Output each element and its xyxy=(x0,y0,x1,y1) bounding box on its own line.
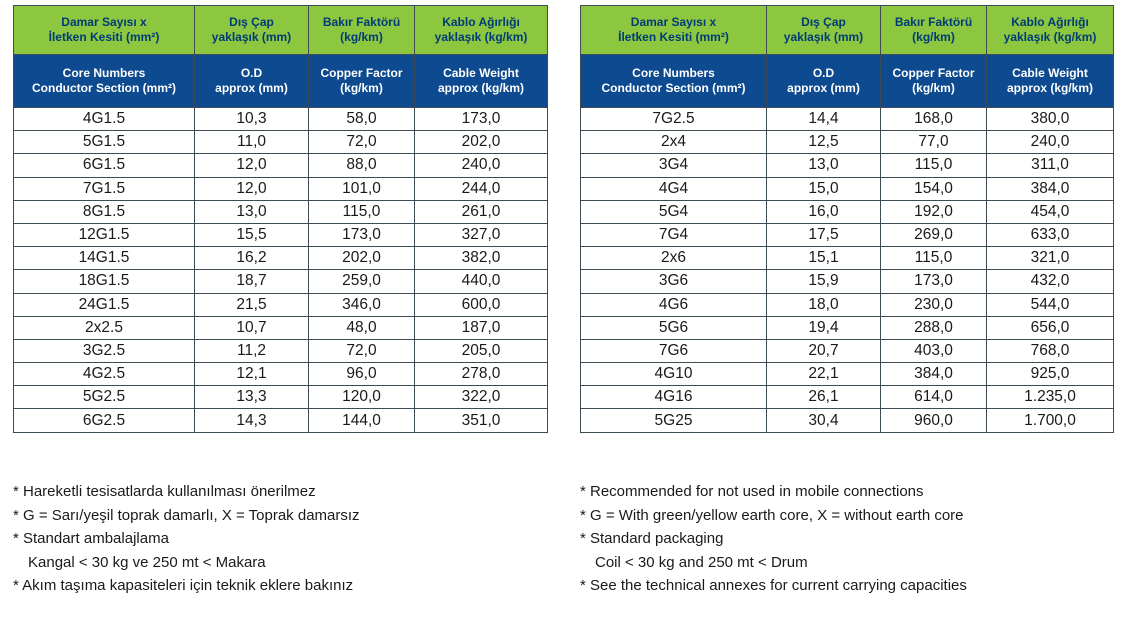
header-row-turkish xyxy=(581,6,1114,55)
table-row xyxy=(14,386,548,409)
cell-copper-factor: 48,0 xyxy=(309,316,415,339)
cell-od: 12,5 xyxy=(767,131,881,154)
cell-copper-factor: 346,0 xyxy=(309,293,415,316)
table-body-right xyxy=(581,108,1114,433)
cell-od: 22,1 xyxy=(767,363,881,386)
table-row xyxy=(14,108,548,131)
header-core-section-en: Core Numbers Conductor Section (mm²) xyxy=(581,55,767,108)
table-row xyxy=(581,177,1114,200)
cell-copper-factor: 192,0 xyxy=(881,200,987,223)
table-body-left xyxy=(14,108,548,433)
cell-cable-weight: 244,0 xyxy=(415,177,548,200)
header-od-en: O.D approx (mm) xyxy=(195,55,309,108)
cell-cable-weight: 311,0 xyxy=(987,154,1114,177)
notes-english xyxy=(580,480,1120,598)
table-row xyxy=(581,386,1114,409)
cell-copper-factor: 120,0 xyxy=(309,386,415,409)
cell-core-section: 2x4 xyxy=(581,131,767,154)
cell-core-section: 7G2.5 xyxy=(581,108,767,131)
cell-cable-weight: 202,0 xyxy=(415,131,548,154)
cell-copper-factor: 144,0 xyxy=(309,409,415,432)
cell-od: 20,7 xyxy=(767,339,881,362)
cell-core-section: 6G2.5 xyxy=(14,409,195,432)
table-row xyxy=(581,363,1114,386)
cell-od: 30,4 xyxy=(767,409,881,432)
cell-copper-factor: 154,0 xyxy=(881,177,987,200)
cell-core-section: 4G2.5 xyxy=(14,363,195,386)
cell-core-section: 4G4 xyxy=(581,177,767,200)
cell-cable-weight: 351,0 xyxy=(415,409,548,432)
cell-copper-factor: 115,0 xyxy=(309,200,415,223)
cell-od: 12,1 xyxy=(195,363,309,386)
header-copper-factor-tr: Bakır Faktörü (kg/km) xyxy=(881,6,987,55)
cell-od: 11,2 xyxy=(195,339,309,362)
cell-od: 14,3 xyxy=(195,409,309,432)
cell-core-section: 5G6 xyxy=(581,316,767,339)
table-row xyxy=(581,200,1114,223)
cell-od: 13,0 xyxy=(195,200,309,223)
note-item: * Standart ambalajlama xyxy=(13,530,169,548)
header-cable-weight-tr: Kablo Ağırlığı yaklaşık (kg/km) xyxy=(987,6,1114,55)
header-copper-factor-en: Copper Factor (kg/km) xyxy=(881,55,987,108)
table-row xyxy=(581,293,1114,316)
cable-spec-table-left xyxy=(13,5,548,433)
note-item: * Hareketli tesisatlarda kullanılması önerilmez xyxy=(13,483,316,500)
cell-core-section: 8G1.5 xyxy=(14,200,195,223)
cell-copper-factor: 168,0 xyxy=(881,108,987,131)
cell-copper-factor: 960,0 xyxy=(881,409,987,432)
table-row xyxy=(581,154,1114,177)
cell-core-section: 7G4 xyxy=(581,223,767,246)
cell-cable-weight: 1.235,0 xyxy=(987,386,1114,409)
cell-od: 10,7 xyxy=(195,316,309,339)
table-row xyxy=(14,154,548,177)
cell-od: 14,4 xyxy=(767,108,881,131)
cell-od: 15,0 xyxy=(767,177,881,200)
cell-core-section: 18G1.5 xyxy=(14,270,195,293)
cell-copper-factor: 115,0 xyxy=(881,247,987,270)
cell-od: 18,0 xyxy=(767,293,881,316)
cell-od: 26,1 xyxy=(767,386,881,409)
cell-od: 15,1 xyxy=(767,247,881,270)
table-row xyxy=(14,223,548,246)
cell-cable-weight: 187,0 xyxy=(415,316,548,339)
note-item: * G = Sarı/yeşil toprak damarlı, X = Toprak damarsız xyxy=(13,506,360,524)
cell-cable-weight: 321,0 xyxy=(987,247,1114,270)
note-item: * G = With green/yellow earth core, X = without earth core xyxy=(580,506,964,524)
cell-od: 12,0 xyxy=(195,177,309,200)
header-od-tr: Dış Çap yaklaşık (mm) xyxy=(767,6,881,55)
cell-od: 11,0 xyxy=(195,131,309,154)
cell-core-section: 24G1.5 xyxy=(14,293,195,316)
cell-od: 16,0 xyxy=(767,200,881,223)
table-row xyxy=(14,363,548,386)
cell-cable-weight: 440,0 xyxy=(415,270,548,293)
cell-copper-factor: 58,0 xyxy=(309,108,415,131)
cell-cable-weight: 261,0 xyxy=(415,200,548,223)
cell-core-section: 3G4 xyxy=(581,154,767,177)
header-core-section-en: Core Numbers Conductor Section (mm²) xyxy=(14,55,195,108)
cell-cable-weight: 380,0 xyxy=(987,108,1114,131)
table-row xyxy=(14,339,548,362)
cell-copper-factor: 115,0 xyxy=(881,154,987,177)
cell-copper-factor: 614,0 xyxy=(881,386,987,409)
cell-cable-weight: 240,0 xyxy=(987,131,1114,154)
cell-core-section: 14G1.5 xyxy=(14,247,195,270)
table-row xyxy=(581,339,1114,362)
cell-od: 15,9 xyxy=(767,270,881,293)
cell-cable-weight: 544,0 xyxy=(987,293,1114,316)
cell-core-section: 5G4 xyxy=(581,200,767,223)
cell-copper-factor: 173,0 xyxy=(309,223,415,246)
cell-od: 15,5 xyxy=(195,223,309,246)
note-item: Coil < 30 kg and 250 mt < Drum xyxy=(595,553,808,571)
cell-core-section: 4G16 xyxy=(581,386,767,409)
cell-copper-factor: 173,0 xyxy=(881,270,987,293)
cell-od: 18,7 xyxy=(195,270,309,293)
cell-core-section: 2x2.5 xyxy=(14,316,195,339)
cell-cable-weight: 327,0 xyxy=(415,223,548,246)
header-od-tr: Dış Çap yaklaşık (mm) xyxy=(195,6,309,55)
header-core-section-tr: Damar Sayısı x İletken Kesiti (mm²) xyxy=(581,6,767,55)
cell-cable-weight: 432,0 xyxy=(987,270,1114,293)
table-row xyxy=(14,247,548,270)
header-od-en: O.D approx (mm) xyxy=(767,55,881,108)
cell-od: 10,3 xyxy=(195,108,309,131)
cell-core-section: 5G1.5 xyxy=(14,131,195,154)
cell-cable-weight: 173,0 xyxy=(415,108,548,131)
cell-core-section: 3G6 xyxy=(581,270,767,293)
table-row xyxy=(581,316,1114,339)
cell-copper-factor: 269,0 xyxy=(881,223,987,246)
note-item: * See the technical annexes for current carrying capacities xyxy=(580,577,967,595)
cell-core-section: 4G1.5 xyxy=(14,108,195,131)
cell-core-section: 12G1.5 xyxy=(14,223,195,246)
cell-cable-weight: 384,0 xyxy=(987,177,1114,200)
cable-spec-table-right xyxy=(580,5,1114,433)
cell-copper-factor: 96,0 xyxy=(309,363,415,386)
notes-turkish xyxy=(13,480,553,598)
cell-copper-factor: 384,0 xyxy=(881,363,987,386)
table-row xyxy=(581,409,1114,432)
cell-od: 17,5 xyxy=(767,223,881,246)
cell-core-section: 6G1.5 xyxy=(14,154,195,177)
header-row-turkish xyxy=(14,6,548,55)
cell-core-section: 2x6 xyxy=(581,247,767,270)
table-row xyxy=(14,293,548,316)
table-row xyxy=(14,177,548,200)
cell-cable-weight: 322,0 xyxy=(415,386,548,409)
header-cable-weight-tr: Kablo Ağırlığı yaklaşık (kg/km) xyxy=(415,6,548,55)
cell-core-section: 3G2.5 xyxy=(14,339,195,362)
note-item: * Standard packaging xyxy=(580,530,724,548)
header-row-english xyxy=(581,55,1114,108)
cell-cable-weight: 656,0 xyxy=(987,316,1114,339)
cell-od: 13,3 xyxy=(195,386,309,409)
cell-core-section: 7G6 xyxy=(581,339,767,362)
table-row xyxy=(14,316,548,339)
cell-copper-factor: 101,0 xyxy=(309,177,415,200)
table-row xyxy=(581,247,1114,270)
cell-core-section: 4G10 xyxy=(581,363,767,386)
cell-copper-factor: 259,0 xyxy=(309,270,415,293)
cell-cable-weight: 633,0 xyxy=(987,223,1114,246)
cell-core-section: 4G6 xyxy=(581,293,767,316)
cell-cable-weight: 600,0 xyxy=(415,293,548,316)
cell-core-section: 5G2.5 xyxy=(14,386,195,409)
note-item: * Akım taşıma kapasiteleri için teknik eklere bakınız xyxy=(13,577,354,595)
cell-od: 16,2 xyxy=(195,247,309,270)
cell-cable-weight: 454,0 xyxy=(987,200,1114,223)
cell-od: 13,0 xyxy=(767,154,881,177)
cell-core-section: 5G25 xyxy=(581,409,767,432)
cell-core-section: 7G1.5 xyxy=(14,177,195,200)
cell-copper-factor: 88,0 xyxy=(309,154,415,177)
cell-od: 19,4 xyxy=(767,316,881,339)
header-row-english xyxy=(14,55,548,108)
cell-copper-factor: 230,0 xyxy=(881,293,987,316)
table-row xyxy=(581,223,1114,246)
table-row xyxy=(14,409,548,432)
table-row xyxy=(581,108,1114,131)
header-copper-factor-en: Copper Factor (kg/km) xyxy=(309,55,415,108)
cell-copper-factor: 403,0 xyxy=(881,339,987,362)
cell-cable-weight: 925,0 xyxy=(987,363,1114,386)
cell-copper-factor: 72,0 xyxy=(309,131,415,154)
cell-cable-weight: 382,0 xyxy=(415,247,548,270)
table-row xyxy=(581,270,1114,293)
cell-cable-weight: 1.700,0 xyxy=(987,409,1114,432)
header-cable-weight-en: Cable Weight approx (kg/km) xyxy=(987,55,1114,108)
header-core-section-tr: Damar Sayısı x İletken Kesiti (mm²) xyxy=(14,6,195,55)
cell-copper-factor: 202,0 xyxy=(309,247,415,270)
table-row xyxy=(14,200,548,223)
note-item: Kangal < 30 kg ve 250 mt < Makara xyxy=(28,553,266,571)
cell-copper-factor: 77,0 xyxy=(881,131,987,154)
cell-copper-factor: 288,0 xyxy=(881,316,987,339)
header-copper-factor-tr: Bakır Faktörü (kg/km) xyxy=(309,6,415,55)
header-cable-weight-en: Cable Weight approx (kg/km) xyxy=(415,55,548,108)
cell-od: 12,0 xyxy=(195,154,309,177)
cell-copper-factor: 72,0 xyxy=(309,339,415,362)
cell-cable-weight: 205,0 xyxy=(415,339,548,362)
table-row xyxy=(14,270,548,293)
table-row xyxy=(14,131,548,154)
cell-cable-weight: 768,0 xyxy=(987,339,1114,362)
note-item: * Recommended for not used in mobile connections xyxy=(580,483,924,500)
table-row xyxy=(581,131,1114,154)
cell-cable-weight: 240,0 xyxy=(415,154,548,177)
cell-cable-weight: 278,0 xyxy=(415,363,548,386)
cell-od: 21,5 xyxy=(195,293,309,316)
